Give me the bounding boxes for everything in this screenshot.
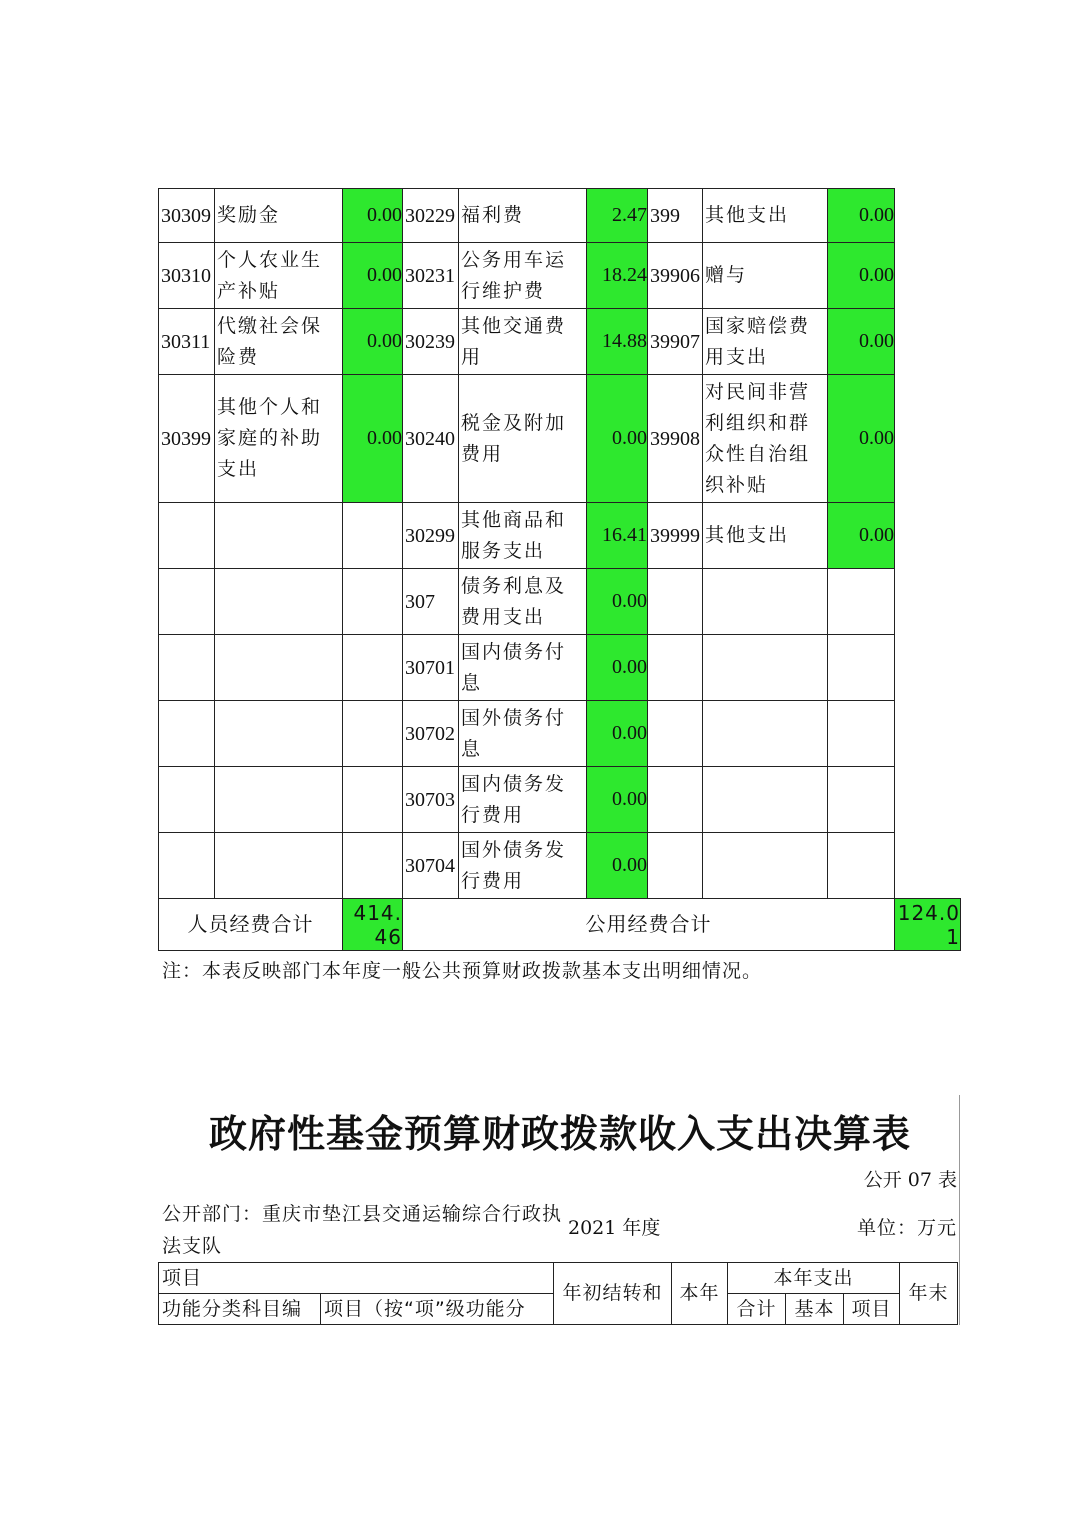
expense-name: 奖励金: [215, 189, 343, 243]
expense-amount: 16.41: [587, 503, 648, 569]
totals-row: [159, 899, 961, 951]
expense-code: [159, 701, 215, 767]
expense-code: 30309: [159, 189, 215, 243]
table-row: [159, 243, 961, 309]
expense-code: 30399: [159, 375, 215, 503]
expense-amount: 0.00: [587, 569, 648, 635]
expense-code: 399: [648, 189, 703, 243]
expense-name: 公务用车运行维护费: [459, 243, 587, 309]
expense-code: 30704: [403, 833, 459, 899]
expense-code: 307: [403, 569, 459, 635]
form-number: 公开 07 表: [863, 1169, 957, 1191]
page-title: 政府性基金预算财政拨款收入支出决算表: [208, 1111, 911, 1156]
expense-name: [215, 503, 343, 569]
expense-code: [648, 767, 703, 833]
fiscal-year: 2021 年度: [568, 1217, 661, 1239]
fund-budget-table: [158, 1262, 958, 1325]
department-label: 公开部门：重庆市垫江县交通运输综合行政执法支队: [162, 1203, 563, 1257]
expense-code: [159, 767, 215, 833]
expense-amount: [828, 833, 895, 899]
expense-code: 30311: [159, 309, 215, 375]
expense-code: 39999: [648, 503, 703, 569]
expense-amount: 0.00: [828, 309, 895, 375]
expense-code: 30231: [403, 243, 459, 309]
expense-amount: 0.00: [343, 189, 403, 243]
expense-name: [703, 767, 828, 833]
header-opening-balance: 年初结转和: [554, 1263, 672, 1325]
expense-amount: 0.00: [828, 375, 895, 503]
expense-amount: 0.00: [587, 635, 648, 701]
expense-code: [159, 569, 215, 635]
expense-name: [703, 701, 828, 767]
expense-code: 30702: [403, 701, 459, 767]
expense-amount: [343, 569, 403, 635]
header-item-by-class: 项目（按“项”级功能分: [321, 1294, 554, 1325]
expense-code: [648, 701, 703, 767]
expense-name: 国外债务付息: [459, 701, 587, 767]
header-item: 项目: [159, 1263, 554, 1294]
expense-name: [215, 635, 343, 701]
expense-code: 30701: [403, 635, 459, 701]
public-total-label: 公用经费合计: [403, 899, 895, 951]
expense-amount: [828, 569, 895, 635]
expense-name: 国外债务发行费用: [459, 833, 587, 899]
expense-amount: [343, 701, 403, 767]
expense-name: 赠与: [703, 243, 828, 309]
expense-amount: 0.00: [828, 243, 895, 309]
header-project: 项目: [844, 1294, 900, 1325]
table-row: [159, 309, 961, 375]
expense-code: 30703: [403, 767, 459, 833]
expense-amount: 0.00: [587, 701, 648, 767]
expense-code: 30229: [403, 189, 459, 243]
expense-amount: [343, 503, 403, 569]
header-basic: 基本: [786, 1294, 844, 1325]
expense-amount: 14.88: [587, 309, 648, 375]
expense-amount: [828, 635, 895, 701]
expense-amount: 0.00: [587, 833, 648, 899]
expense-code: 30239: [403, 309, 459, 375]
expense-name: 个人农业生产补贴: [215, 243, 343, 309]
table-note: 注：本表反映部门本年度一般公共预算财政拨款基本支出明细情况。: [162, 960, 763, 982]
expense-code: 30310: [159, 243, 215, 309]
expense-amount: [343, 767, 403, 833]
expense-name: [215, 767, 343, 833]
expense-name: 国内债务发行费用: [459, 767, 587, 833]
expense-amount: [343, 833, 403, 899]
expense-amount: [343, 635, 403, 701]
header-total: 合计: [728, 1294, 786, 1325]
table-row: [159, 701, 961, 767]
personnel-total-value: 414.46: [343, 899, 403, 951]
expense-name: 其他支出: [703, 189, 828, 243]
expense-amount: 0.00: [587, 375, 648, 503]
expense-amount: 0.00: [343, 309, 403, 375]
expense-name: 代缴社会保险费: [215, 309, 343, 375]
expense-name: 其他商品和服务支出: [459, 503, 587, 569]
header-current-year: 本年: [672, 1263, 728, 1325]
expense-name: [215, 833, 343, 899]
expense-name: [703, 833, 828, 899]
expense-code: 39906: [648, 243, 703, 309]
expense-amount: 0.00: [343, 375, 403, 503]
table-row: [159, 767, 961, 833]
expense-name: 其他个人和家庭的补助支出: [215, 375, 343, 503]
expense-code: 30299: [403, 503, 459, 569]
expense-name: [215, 701, 343, 767]
expense-code: 30240: [403, 375, 459, 503]
expense-name: 债务利息及费用支出: [459, 569, 587, 635]
expense-amount: 0.00: [587, 767, 648, 833]
table-row: [159, 503, 961, 569]
expense-amount: 0.00: [828, 189, 895, 243]
expense-code: 39907: [648, 309, 703, 375]
table-row: [159, 833, 961, 899]
personnel-total-label: 人员经费合计: [159, 899, 343, 951]
expense-code: [159, 833, 215, 899]
expense-name: [215, 569, 343, 635]
expense-code: [159, 635, 215, 701]
expense-amount: 2.47: [587, 189, 648, 243]
basic-expense-detail-table: [158, 188, 961, 951]
expense-name: 税金及附加费用: [459, 375, 587, 503]
expense-code: [648, 833, 703, 899]
expense-name: 对民间非营利组织和群众性自治组织补贴: [703, 375, 828, 503]
expense-code: [648, 569, 703, 635]
table-row: [159, 189, 961, 243]
table-row: [159, 569, 961, 635]
expense-amount: [828, 701, 895, 767]
expense-name: 其他支出: [703, 503, 828, 569]
expense-name: 福利费: [459, 189, 587, 243]
expense-code: [648, 635, 703, 701]
expense-amount: [828, 767, 895, 833]
expense-name: 国家赔偿费用支出: [703, 309, 828, 375]
expense-name: [703, 569, 828, 635]
expense-amount: 0.00: [343, 243, 403, 309]
expense-amount: 0.00: [828, 503, 895, 569]
expense-name: 国内债务付息: [459, 635, 587, 701]
expense-code: [159, 503, 215, 569]
header-current-expense: 本年支出: [728, 1263, 900, 1294]
public-total-value: 124.01: [895, 899, 961, 951]
table-row: [159, 635, 961, 701]
unit-label: 单位：万元: [856, 1217, 957, 1239]
header-func-code: 功能分类科目编: [159, 1294, 321, 1325]
expense-name: [703, 635, 828, 701]
expense-name: 其他交通费用: [459, 309, 587, 375]
table-row: [159, 375, 961, 503]
header-year-end: 年末: [900, 1263, 958, 1325]
expense-amount: 18.24: [587, 243, 648, 309]
expense-code: 39908: [648, 375, 703, 503]
